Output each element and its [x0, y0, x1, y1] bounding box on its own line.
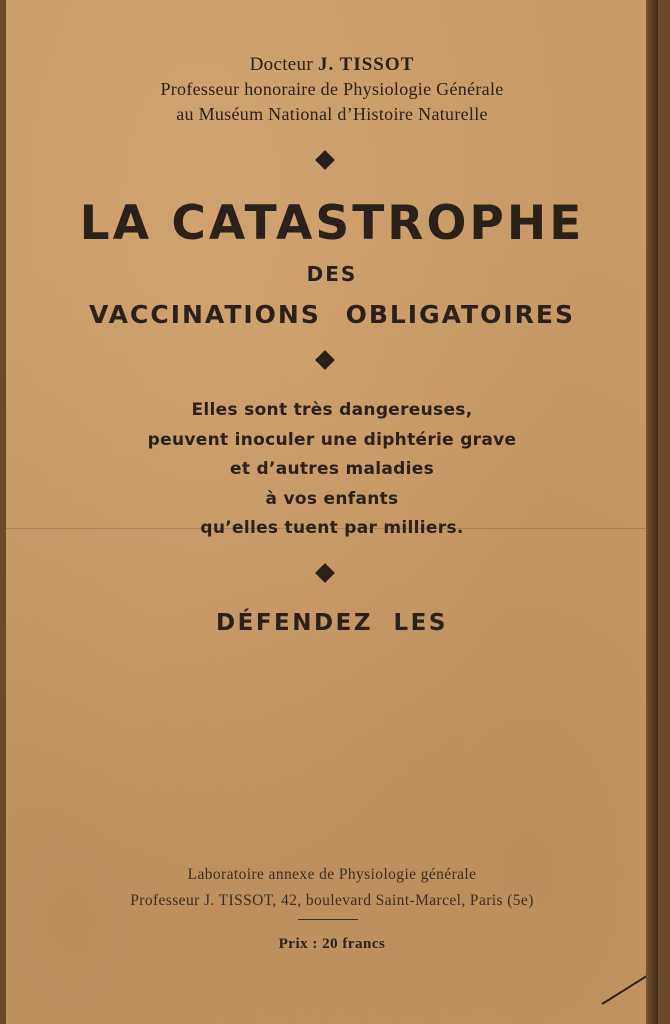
author-name-line — [6, 52, 658, 77]
warning-line: et d’autres maladies — [230, 459, 434, 479]
warning-line: peuvent inoculer une diphtérie grave — [147, 429, 517, 450]
warning-line: à vos enfants — [265, 488, 399, 509]
diamond-ornament-icon — [315, 150, 335, 170]
warning-text — [6, 396, 658, 544]
publisher-block — [6, 862, 658, 914]
author-title-line1: Professeur honoraire de Physiologie Générale — [160, 79, 504, 99]
diamond-ornament-icon — [315, 563, 335, 583]
subtitle: VACCINATIONS OBLIGATOIRES — [89, 300, 575, 329]
diamond-ornament-icon — [315, 350, 335, 370]
author-title-line2: au Muséum National d’Histoire Naturelle — [176, 104, 488, 124]
warning-line: Elles sont très dangereuses, — [191, 400, 473, 420]
author-block — [6, 52, 658, 127]
price: Prix : 20 francs — [278, 936, 386, 952]
title-connector: DES — [306, 262, 358, 286]
call-to-action: DÉFENDEZ LES — [216, 610, 448, 636]
author-name: J. TISSOT — [318, 54, 415, 75]
main-title: LA CATASTROPHE — [79, 196, 585, 251]
page-edge — [646, 0, 658, 1024]
warning-line: qu’elles tuent par milliers. — [200, 518, 464, 538]
lab-line1: Laboratoire annexe de Physiologie générale — [187, 866, 477, 883]
author-prefix: Docteur — [249, 54, 313, 75]
pamphlet-cover — [6, 0, 658, 1024]
divider — [298, 919, 358, 920]
lab-line2: Professeur J. TISSOT, 42, boulevard Saint-Marcel, Paris (5e) — [130, 892, 534, 909]
